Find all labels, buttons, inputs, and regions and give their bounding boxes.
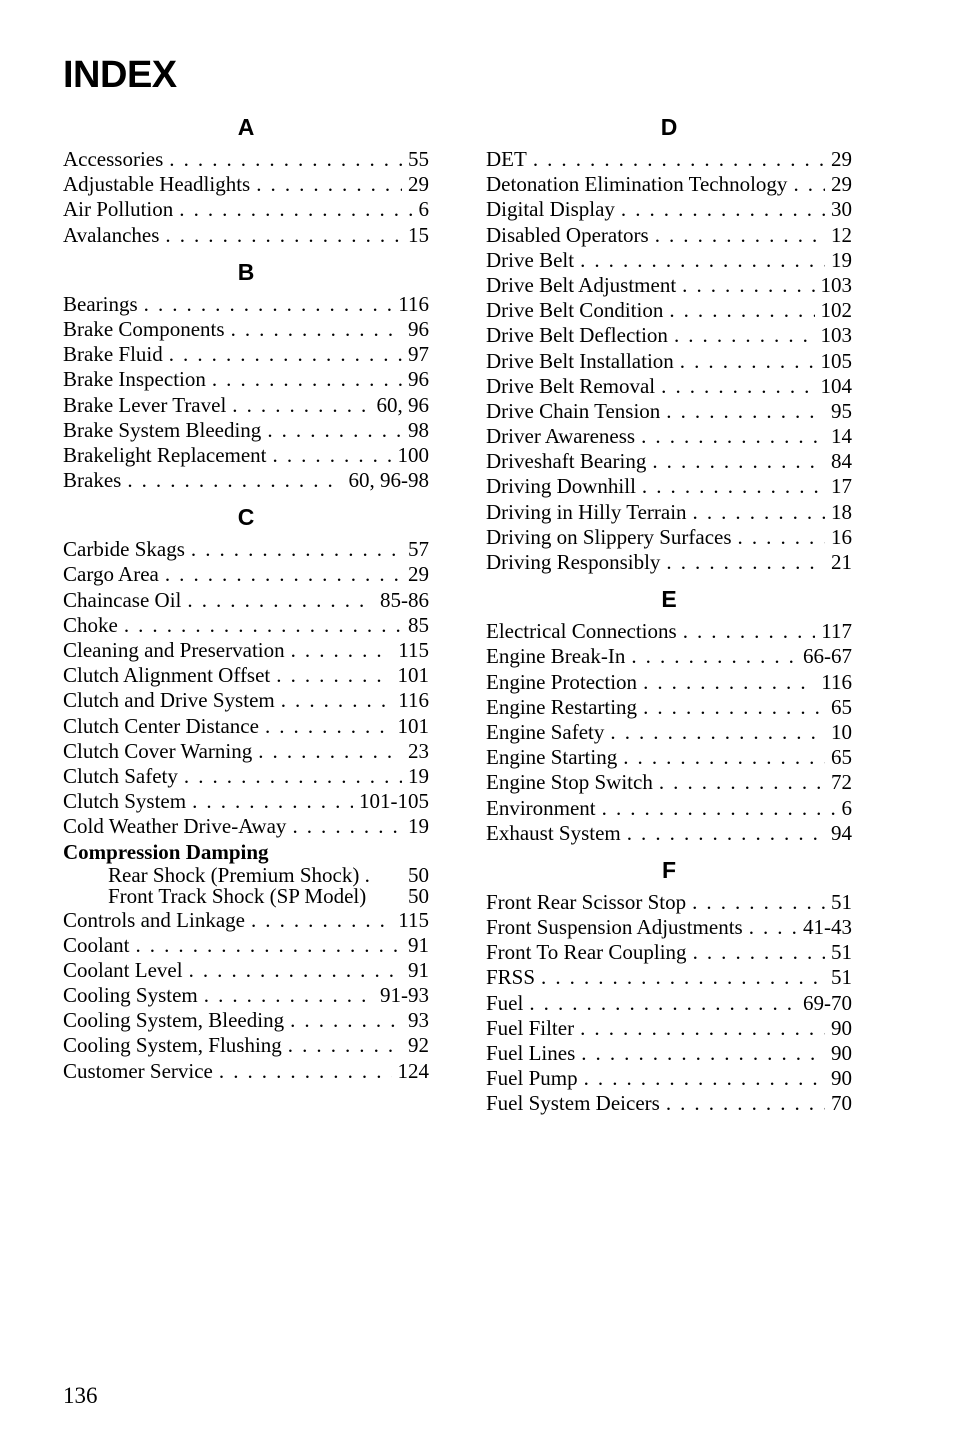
entry-term: Cooling System: [63, 983, 198, 1008]
entry-term: Adjustable Headlights: [63, 172, 251, 197]
index-entry: [486, 248, 852, 273]
dot-leader: [288, 1033, 402, 1058]
entry-term: Brakelight Replacement: [63, 442, 267, 467]
index-section-d: [486, 110, 852, 575]
dot-leader: [580, 1016, 825, 1041]
entry-pages: 51: [831, 940, 852, 965]
index-entry: [486, 821, 852, 846]
entry-pages: 95: [831, 398, 852, 423]
dot-leader: [693, 940, 825, 965]
entry-pages: 91: [408, 932, 429, 957]
entry-term: Customer Service: [63, 1058, 213, 1083]
index-entry: [486, 796, 852, 821]
dot-leader: [693, 500, 825, 525]
entry-pages: 51: [831, 965, 852, 990]
entry-term: Clutch System: [63, 789, 187, 814]
entry-term: Brake Components: [63, 316, 225, 341]
index-entry: [486, 172, 852, 197]
entry-term: Engine Stop Switch: [486, 770, 653, 795]
entry-pages: 57: [408, 537, 429, 562]
dot-leader: [659, 770, 825, 795]
index-entry: [63, 367, 429, 392]
entry-pages: 6: [841, 795, 852, 820]
index-group-heading: Compression Damping: [63, 839, 269, 864]
entry-pages: 29: [408, 562, 429, 587]
index-entry: [486, 374, 852, 399]
section-letter: B: [237, 258, 255, 285]
entry-term: Fuel Filter: [486, 1015, 575, 1040]
index-entry: [63, 933, 429, 958]
index-entry: [486, 298, 852, 323]
entry-pages: 21: [831, 550, 852, 574]
dot-leader: [232, 393, 370, 418]
entry-term: Accessories: [63, 147, 164, 171]
dot-leader: [643, 695, 825, 720]
entry-pages: 29: [831, 172, 852, 197]
section-letter: F: [661, 856, 677, 883]
entry-pages: 41-43: [803, 915, 852, 940]
entry-term: Engine Restarting: [486, 694, 638, 719]
section-letter: E: [661, 586, 677, 613]
entry-term: Engine Break-In: [486, 644, 626, 669]
entry-term: Exhaust System: [486, 820, 621, 845]
entry-term: Detonation Elimination Technology: [486, 172, 788, 197]
entry-pages: 60, 96-98: [348, 468, 429, 493]
index-entry: [486, 323, 852, 348]
index-entry: [63, 764, 429, 789]
dot-leader: [623, 745, 825, 770]
dot-leader: [631, 644, 797, 669]
entry-pages: 70: [831, 1091, 852, 1116]
dot-leader: [187, 588, 374, 613]
index-entry: [486, 474, 852, 499]
dot-leader: [692, 890, 825, 915]
entry-term: Air Pollution: [63, 197, 174, 222]
entry-pages: 85-86: [380, 587, 429, 612]
entry-pages: 92: [408, 1033, 429, 1058]
section-letter: C: [237, 504, 255, 531]
entry-pages: 6: [418, 197, 429, 222]
dot-leader: [165, 223, 402, 248]
index-entry: [486, 1016, 852, 1041]
dot-leader: [265, 714, 392, 739]
dot-leader: [680, 349, 815, 374]
dot-leader: [642, 474, 825, 499]
entry-pages: 102: [820, 298, 852, 323]
entry-term: Cooling System, Flushing: [63, 1033, 282, 1058]
entry-pages: 55: [408, 147, 429, 171]
entry-term: Brake Fluid: [63, 342, 163, 367]
index-entry: [486, 1041, 852, 1066]
dot-leader: [231, 317, 402, 342]
index-entry: [63, 1008, 429, 1033]
entry-term: Drive Chain Tension: [486, 398, 661, 423]
dot-leader: [290, 1008, 402, 1033]
index-entry: [63, 688, 429, 713]
index-entry: [486, 550, 852, 575]
entry-pages: 60, 96: [376, 392, 429, 417]
index-entry: [63, 443, 429, 468]
dot-leader: [281, 688, 393, 713]
entry-pages: 94: [831, 820, 852, 845]
index-entry: [63, 562, 429, 587]
index-entry: [486, 991, 852, 1016]
index-entry: [486, 720, 852, 745]
index-entry: [63, 638, 429, 663]
entry-pages: 90: [831, 1015, 852, 1040]
dot-leader: [652, 449, 825, 474]
dot-leader: [192, 789, 353, 814]
entry-pages: 98: [408, 417, 429, 442]
entry-pages: 19: [408, 763, 429, 788]
index-subentry: [63, 886, 429, 908]
entry-pages: 93: [408, 1008, 429, 1033]
entry-pages: 90: [831, 1066, 852, 1091]
index-entry: [63, 958, 429, 983]
index-entry: [486, 1091, 852, 1116]
entry-term: Driving Responsibly: [486, 550, 661, 574]
index-entry: [63, 983, 429, 1008]
entry-term: Carbide Skags: [63, 537, 185, 562]
dot-leader: [292, 814, 402, 839]
entry-term: Fuel Lines: [486, 1041, 576, 1065]
entry-pages: 97: [408, 342, 429, 367]
entry-pages: 91-93: [380, 983, 429, 1008]
entry-term: Cargo Area: [63, 562, 159, 587]
dot-leader: [127, 468, 342, 493]
index-section-f: [486, 853, 852, 1117]
index-entry: [486, 770, 852, 795]
entry-term: Choke: [63, 612, 118, 637]
index-entry: [63, 1033, 429, 1058]
entry-term: Clutch Alignment Offset: [63, 663, 271, 688]
dot-leader: [541, 965, 825, 990]
entry-pages: 17: [831, 474, 852, 499]
index-entry: [63, 393, 429, 418]
entry-pages: 65: [831, 694, 852, 719]
index-entry: [486, 670, 852, 695]
entry-pages: 104: [820, 373, 852, 398]
entry-term: Drive Belt: [486, 247, 575, 272]
index-entry: [486, 399, 852, 424]
index-subentry: [63, 862, 429, 887]
dot-leader: [184, 764, 402, 789]
dot-leader: [144, 292, 393, 317]
entry-term: Brake System Bleeding: [63, 417, 262, 442]
entry-term: Engine Protection: [486, 669, 638, 694]
entry-term: Cooling System, Bleeding: [63, 1008, 285, 1033]
entry-term: Clutch Cover Warning: [63, 738, 253, 763]
dot-leader: [580, 248, 825, 273]
index-entry: [486, 1066, 852, 1091]
dot-leader: [661, 374, 814, 399]
entry-pages: 96: [408, 367, 429, 392]
entry-term: Clutch Safety: [63, 763, 178, 788]
dot-leader: [189, 958, 402, 983]
index-entry: [63, 714, 429, 739]
index-entry: [63, 197, 429, 222]
dot-leader: [641, 424, 825, 449]
entry-term: Digital Display: [486, 197, 615, 222]
dot-leader: [191, 537, 402, 562]
index-entry: [486, 449, 852, 474]
entry-pages: 96: [408, 316, 429, 341]
entry-pages: 10: [831, 719, 852, 744]
entry-pages: 101: [397, 663, 429, 688]
dot-leader: [674, 323, 815, 348]
index-entry: [63, 1059, 429, 1084]
index-entry: [486, 147, 852, 172]
entry-pages: 115: [398, 638, 429, 662]
dot-leader: [738, 525, 825, 550]
entry-pages: 101-105: [359, 789, 429, 814]
dot-leader: [627, 821, 825, 846]
index-entry: [63, 223, 429, 248]
dot-leader: [749, 915, 797, 940]
entry-term: Driver Awareness: [486, 424, 636, 449]
index-entry: [486, 525, 852, 550]
entry-term: Front Suspension Adjustments: [486, 915, 743, 940]
page-title: INDEX: [63, 54, 177, 96]
dot-leader: [212, 367, 402, 392]
index-entry: [63, 317, 429, 342]
page-number: 136: [63, 1383, 98, 1408]
entry-term: Drive Belt Deflection: [486, 323, 668, 348]
dot-leader: [621, 197, 825, 222]
entry-term: Cold Weather Drive-Away: [63, 814, 287, 839]
index-column-left: [63, 110, 429, 1084]
index-entry: [486, 500, 852, 525]
dot-leader: [602, 796, 836, 821]
entry-term: Driveshaft Bearing: [486, 449, 647, 474]
entry-pages: 115: [398, 907, 429, 932]
dot-leader: [124, 613, 402, 638]
index-entry: [63, 908, 429, 933]
entry-term: Environment: [486, 795, 596, 820]
dot-leader: [610, 720, 825, 745]
entry-term: Controls and Linkage: [63, 907, 245, 932]
index-entry: [63, 172, 429, 197]
entry-pages: 116: [821, 669, 852, 694]
dot-leader: [581, 1041, 825, 1066]
index-entry: [63, 739, 429, 764]
entry-pages: 103: [820, 272, 852, 297]
entry-term: DET: [486, 147, 527, 171]
entry-term: Driving in Hilly Terrain: [486, 499, 687, 524]
entry-pages: 50: [408, 884, 429, 908]
entry-term: Engine Starting: [486, 745, 618, 770]
dot-leader: [258, 739, 402, 764]
entry-pages: 66-67: [803, 644, 852, 669]
index-entry: [63, 814, 429, 839]
index-section-e: [486, 582, 852, 846]
entry-term: Brake Lever Travel: [63, 392, 227, 417]
entry-term: Clutch and Drive System: [63, 688, 275, 713]
index-entry: [486, 349, 852, 374]
entry-term: Brake Inspection: [63, 367, 206, 392]
section-letter: A: [237, 114, 255, 140]
entry-term: FRSS: [486, 965, 536, 990]
entry-pages: 90: [831, 1041, 852, 1065]
entry-term: Front Track Shock (SP Model): [108, 884, 367, 908]
index-entry: [486, 223, 852, 248]
index-entry: [63, 588, 429, 613]
index-entry: [63, 663, 429, 688]
dot-leader: [179, 197, 412, 222]
dot-leader: [136, 933, 403, 958]
index-entry: [486, 695, 852, 720]
entry-term: Drive Belt Removal: [486, 373, 656, 398]
index-entry: [486, 424, 852, 449]
entry-pages: 84: [831, 449, 852, 474]
dot-leader: [169, 147, 402, 172]
entry-pages: 100: [397, 442, 429, 467]
entry-term: Coolant Level: [63, 957, 183, 982]
entry-pages: 65: [831, 745, 852, 770]
index-entry: [486, 745, 852, 770]
entry-pages: 23: [408, 738, 429, 763]
dot-leader: [669, 298, 814, 323]
entry-term: Driving on Slippery Surfaces: [486, 524, 732, 549]
index-column-right: [486, 110, 852, 1117]
entry-term: Front Rear Scissor Stop: [486, 889, 687, 914]
dot-leader: [291, 638, 393, 663]
dot-leader: [251, 908, 392, 933]
dot-leader: [219, 1059, 392, 1084]
dot-leader: [533, 147, 825, 172]
index-entry: [486, 915, 852, 940]
entry-pages: 101: [397, 713, 429, 738]
entry-pages: 103: [820, 323, 852, 348]
index-entry: [63, 147, 429, 172]
index-entry: [63, 537, 429, 562]
entry-term: Coolant: [63, 932, 130, 957]
entry-pages: 51: [831, 889, 852, 914]
index-entry: [486, 965, 852, 990]
entry-pages: 16: [831, 524, 852, 549]
index-entry: [486, 619, 852, 644]
index-entry: [63, 342, 429, 367]
index-entry: [63, 292, 429, 317]
entry-pages: 105: [820, 348, 852, 373]
dot-leader: [165, 562, 402, 587]
index-section-a: [63, 110, 429, 248]
entry-pages: 91: [408, 957, 429, 982]
entry-term: Cleaning and Preservation: [63, 638, 285, 662]
entry-term: Electrical Connections: [486, 619, 677, 644]
entry-pages: 69-70: [803, 990, 852, 1015]
section-letter: D: [660, 114, 678, 140]
dot-leader: [584, 1066, 825, 1091]
entry-pages: 72: [831, 770, 852, 795]
index-entry: [63, 789, 429, 814]
entry-term: Drive Belt Condition: [486, 298, 664, 323]
dot-leader: [529, 991, 797, 1016]
entry-term: Drive Belt Adjustment: [486, 272, 677, 297]
index-entry: [486, 890, 852, 915]
index-entry: [486, 940, 852, 965]
entry-term: Fuel System Deicers: [486, 1091, 660, 1116]
index-entry: [486, 273, 852, 298]
entry-term: Clutch Center Distance: [63, 713, 259, 738]
dot-leader: [256, 172, 402, 197]
entry-pages: 18: [831, 499, 852, 524]
entry-pages: 29: [408, 172, 429, 197]
dot-leader: [169, 342, 402, 367]
entry-pages: 116: [398, 291, 429, 316]
entry-pages: 19: [408, 814, 429, 839]
entry-term: Fuel Pump: [486, 1066, 578, 1091]
entry-pages: 116: [398, 688, 429, 713]
index-entry: [486, 644, 852, 669]
dot-leader: [793, 172, 825, 197]
index-section-b: [63, 255, 429, 494]
entry-term: Avalanches: [63, 222, 160, 247]
entry-term: Disabled Operators: [486, 222, 649, 247]
entry-term: Chaincase Oil: [63, 587, 182, 612]
entry-pages: 30: [831, 197, 852, 222]
index-entry: [63, 418, 429, 443]
dot-leader: [682, 273, 814, 298]
index-section-c: [63, 500, 429, 1084]
entry-term: Driving Downhill: [486, 474, 636, 499]
dot-leader: [204, 983, 374, 1008]
dot-leader: [643, 670, 815, 695]
index-entry: [486, 197, 852, 222]
entry-pages: 50: [408, 862, 429, 887]
entry-term: Rear Shock (Premium Shock) .: [108, 862, 370, 887]
dot-leader: [666, 550, 825, 575]
entry-pages: 12: [831, 222, 852, 247]
dot-leader: [666, 399, 825, 424]
entry-term: Engine Safety: [486, 719, 605, 744]
entry-pages: 19: [831, 247, 852, 272]
index-entry: [63, 468, 429, 493]
dot-leader: [666, 1091, 825, 1116]
entry-term: Bearings: [63, 291, 138, 316]
dot-leader: [273, 443, 392, 468]
dot-leader: [683, 619, 816, 644]
entry-term: Brakes: [63, 468, 122, 493]
entry-term: Fuel: [486, 990, 524, 1015]
entry-term: Drive Belt Installation: [486, 348, 674, 373]
dot-leader: [276, 663, 391, 688]
entry-pages: 29: [831, 147, 852, 171]
entry-pages: 124: [397, 1058, 429, 1083]
dot-leader: [267, 418, 402, 443]
dot-leader: [655, 223, 825, 248]
entry-pages: 15: [408, 222, 429, 247]
index-entry: [63, 613, 429, 638]
entry-pages: 117: [821, 619, 852, 644]
entry-pages: 85: [408, 612, 429, 637]
entry-pages: 14: [831, 424, 852, 449]
entry-term: Front To Rear Coupling: [486, 940, 687, 965]
